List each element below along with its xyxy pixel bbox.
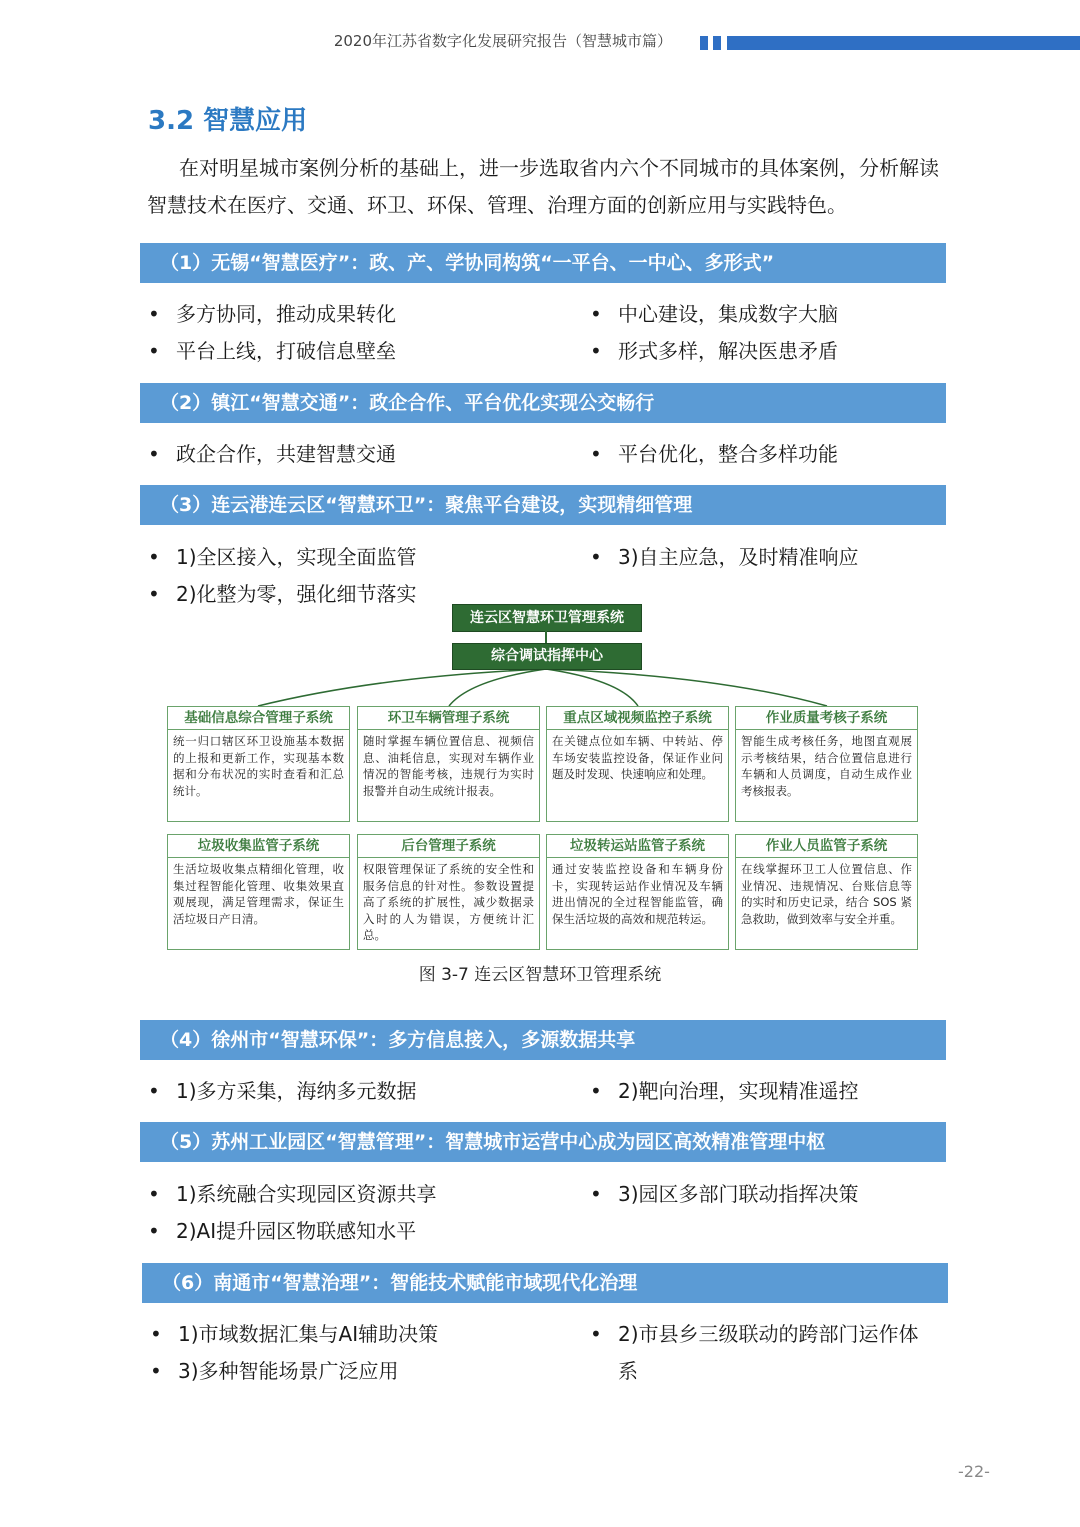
subsystem-box	[546, 706, 729, 822]
case-heading: （6）南通市“智慧治理”：智能技术赋能市域现代化治理	[142, 1263, 948, 1303]
bullet-item: • 2)靶向治理，实现精准遥控	[590, 1079, 859, 1103]
subsystem-desc: 在线掌握环卫工人位置信息、作业情况、违规情况、台账信息等的实时和历史记录，结合 SOS 紧急救助，做到效率与安全并重。	[741, 862, 912, 926]
figure-caption: 图 3-7 连云区智慧环卫管理系统	[418, 965, 662, 985]
subsystem-box	[167, 834, 350, 950]
bullet-item: • 3)自主应急，及时精准响应	[590, 545, 859, 569]
case-heading: （4）徐州市“智慧环保”：多方信息接入，多源数据共享	[140, 1020, 946, 1060]
page-number: -22-	[958, 1462, 990, 1481]
subsystem-title: 环卫车辆管理子系统	[358, 707, 539, 730]
bullet-item: • 形式多样，解决医患矛盾	[590, 339, 838, 363]
subsystem-box	[735, 706, 918, 822]
subsystem-box	[167, 706, 350, 822]
bullet-item: • 政企合作，共建智慧交通	[148, 442, 396, 466]
bullet-item: • 2)化整为零，强化细节落实	[148, 582, 417, 606]
subsystem-box	[546, 834, 729, 950]
bullet-item: • 2)AI提升园区物联感知水平	[148, 1219, 417, 1243]
bullet-item: • 多方协同，推动成果转化	[148, 302, 396, 326]
subsystem-title: 重点区域视频监控子系统	[547, 707, 728, 730]
bullet-item: • 1)市域数据汇集与AI辅助决策	[150, 1322, 439, 1346]
bullet-item: • 1)系统融合实现园区资源共享	[148, 1182, 437, 1206]
subsystem-title: 垃圾收集监管子系统	[168, 835, 349, 858]
case-heading: （1）无锡“智慧医疗”：政、产、学协同构筑“一平台、一中心、多形式”	[140, 243, 946, 283]
section-title: 3.2 智慧应用	[148, 106, 308, 136]
subsystem-box	[735, 834, 918, 950]
subsystem-desc: 在关键点位如车辆、中转站、停车场安装监控设备，保证作业问题及时发现、快速响应和处理。	[552, 734, 723, 781]
subsystem-desc: 随时掌握车辆位置信息、视频信息、油耗信息，实现对车辆作业情况的智能考核，违规行为实时报警并自动生成统计报表。	[363, 734, 534, 798]
bullet-item: • 1)全区接入，实现全面监管	[148, 545, 417, 569]
case-heading: （3）连云港连云区“智慧环卫”：聚焦平台建设，实现精细管理	[140, 485, 946, 525]
subsystem-desc: 统一归口辖区环卫设施基本数据的上报和更新工作，实现基本数据和分布状况的实时查看和汇总统计。	[173, 734, 344, 798]
subsystem-title: 垃圾转运站监管子系统	[547, 835, 728, 858]
subsystem-title: 基础信息综合管理子系统	[168, 707, 349, 730]
subsystem-desc: 智能生成考核任务，地图直观展示考核结果，结合位置信息进行车辆和人员调度，自动生成作业考核报表。	[741, 734, 912, 798]
diagram-root-node: 连云区智慧环卫管理系统	[452, 604, 642, 632]
subsystem-desc: 生活垃圾收集点精细化管理，收集过程智能化管理、收集效果直观展现，满足管理需求，保证生活垃圾日产日清。	[173, 862, 344, 926]
bullet-item: • 3)园区多部门联动指挥决策	[590, 1182, 859, 1206]
intro-paragraph: 在对明星城市案例分析的基础上，进一步选取省内六个不同城市的具体案例，分析解读智慧技术在医疗、交通、环卫、环保、管理、治理方面的创新应用与实践特色。	[147, 156, 939, 217]
bullet-item: • 平台上线，打破信息壁垒	[148, 339, 396, 363]
bullet-item: • 中心建设，集成数字大脑	[590, 302, 838, 326]
subsystem-title: 后台管理子系统	[358, 835, 539, 858]
subsystem-box	[357, 834, 540, 950]
bullet-item: • 3)多种智能场景广泛应用	[150, 1359, 399, 1383]
subsystem-desc: 通过安装监控设备和车辆身份卡，实现转运站作业情况及车辆进出情况的全过程智能监管，确保生活垃圾的高效和规范转运。	[552, 862, 723, 926]
case-heading: （2）镇江“智慧交通”：政企合作、平台优化实现公交畅行	[140, 383, 946, 423]
bullet-item: • 2)市县乡三级联动的跨部门运作体	[590, 1322, 919, 1346]
subsystem-title: 作业人员监管子系统	[736, 835, 917, 858]
report-header-title: 2020年江苏省数字化发展研究报告（智慧城市篇）	[333, 32, 672, 50]
subsystem-box	[357, 706, 540, 822]
bullet-item-continuation: 系	[618, 1359, 638, 1383]
bullet-item: • 平台优化，整合多样功能	[590, 442, 838, 466]
bullet-item: • 1)多方采集，海纳多元数据	[148, 1079, 417, 1103]
subsystem-desc: 权限管理保证了系统的安全性和服务信息的针对性。参数设置提高了系统的扩展性，减少数据录入时的人为错误，方便统计汇总。	[363, 862, 534, 942]
subsystem-title: 作业质量考核子系统	[736, 707, 917, 730]
diagram-center-node: 综合调试指挥中心	[452, 643, 642, 670]
case-heading: （5）苏州工业园区“智慧管理”：智慧城市运营中心成为园区高效精准管理中枢	[140, 1122, 946, 1162]
